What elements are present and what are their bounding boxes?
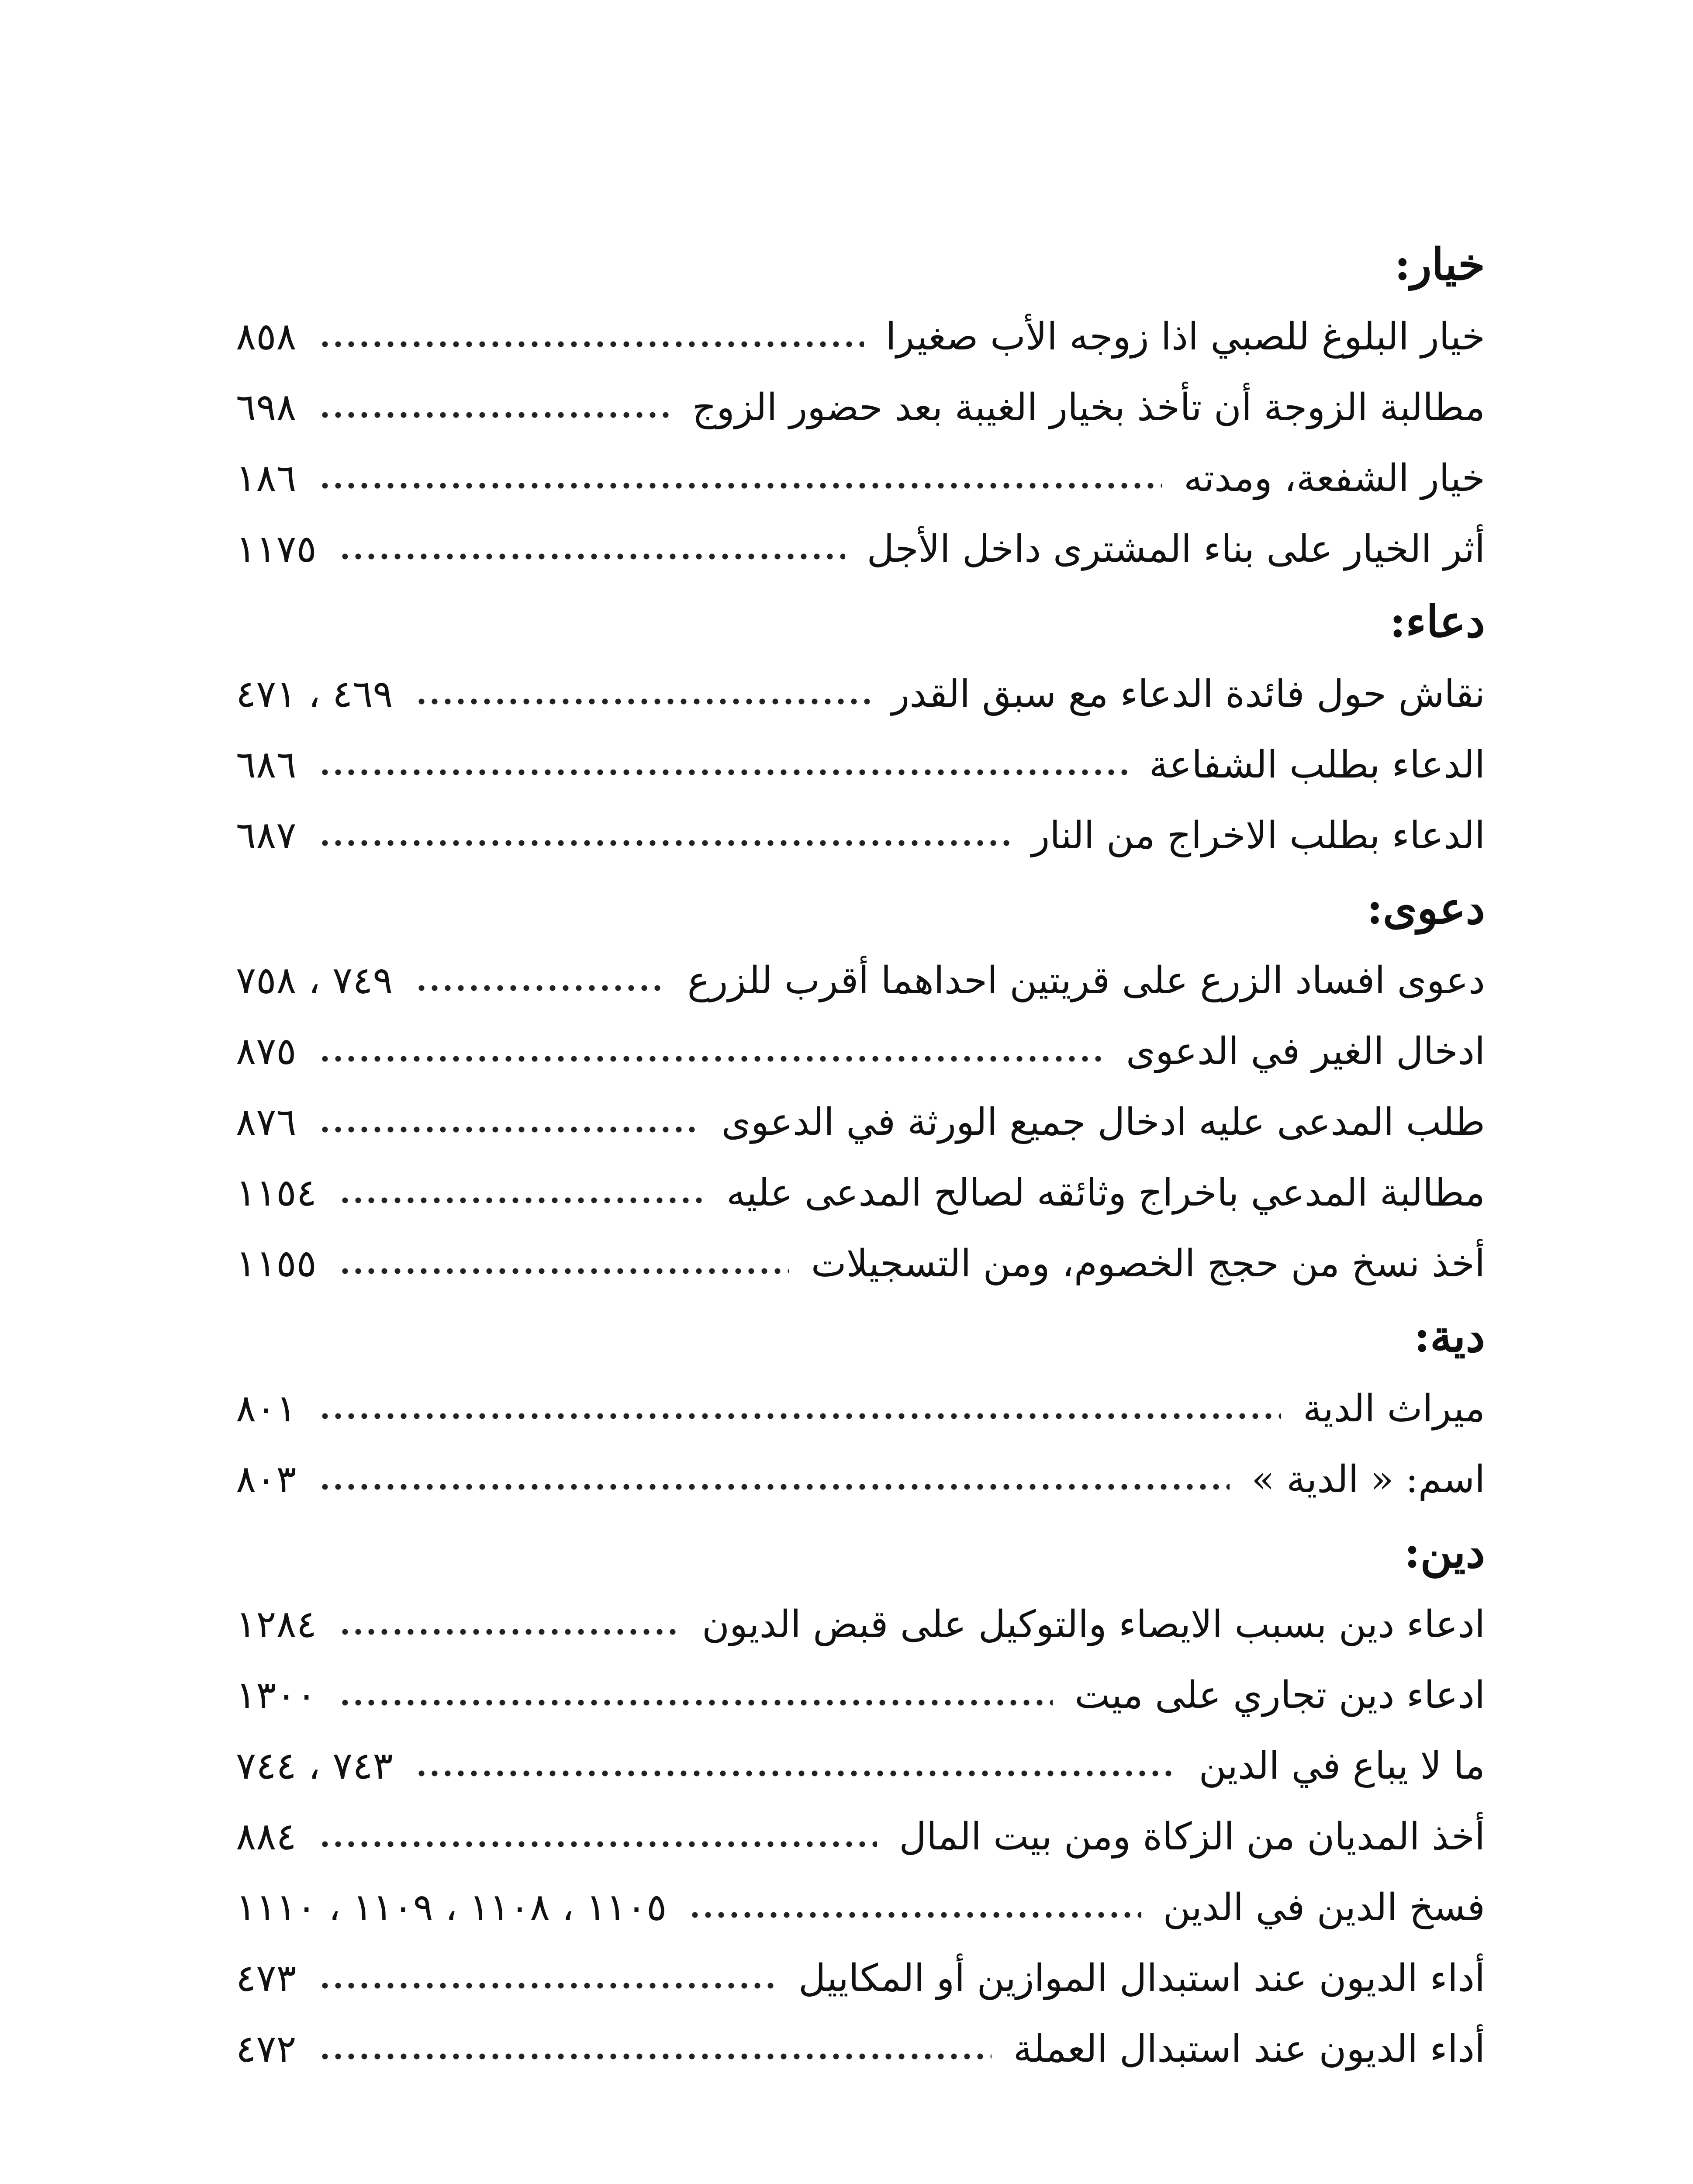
entry-text: ميراث الدية: [1303, 1387, 1485, 1431]
dot-leader: [415, 1765, 1177, 1782]
entry-pages: ٤٧٢: [236, 2027, 297, 2071]
dot-leader: [318, 1407, 1281, 1425]
entry-text: دعوى افساد الزرع على قريتين احداهما أقرب للزرع: [687, 959, 1485, 1002]
entry-text: أخذ المديان من الزكاة ومن بيت المال: [899, 1815, 1485, 1859]
dot-leader: [318, 335, 864, 353]
entry-text: أداء الديون عند استبدال الموازين أو المكاييل: [798, 1956, 1485, 2000]
dot-leader: [318, 1835, 878, 1853]
dot-leader: [318, 1977, 777, 1994]
section-heading: دين:: [1404, 1526, 1485, 1578]
index-entry: [236, 1731, 1485, 1801]
dot-leader: [318, 834, 1010, 852]
entry-pages: ١٢٨٤: [236, 1603, 317, 1646]
entry-pages: ٤٧٣: [236, 1956, 297, 2000]
section-heading: دعاء:: [1389, 596, 1485, 647]
entry-text: مطالبة المدعي باخراج وثائقه لصالح المدعى عليه: [726, 1171, 1485, 1215]
section-heading: دية:: [1414, 1310, 1485, 1362]
entry-pages: ٨٥٨: [236, 315, 297, 359]
index-entry: [236, 1087, 1485, 1158]
dot-leader: [339, 1694, 1053, 1711]
dot-leader: [318, 1121, 700, 1138]
entry-text: أخذ نسخ من حجج الخصوم، ومن التسجيلات: [811, 1242, 1485, 1286]
index-entry: [236, 659, 1485, 729]
index-section-duaa: [236, 584, 1485, 871]
index-entry: [236, 945, 1485, 1016]
entry-text: الدعاء بطلب الاخراج من النار: [1031, 814, 1485, 857]
index-entry: [236, 443, 1485, 514]
entry-pages: ٨٧٦: [236, 1100, 297, 1144]
section-heading: خيار:: [1394, 238, 1485, 290]
dot-leader: [318, 764, 1127, 781]
dot-leader: [318, 477, 1162, 494]
index-entry: [236, 1228, 1485, 1299]
index-entry: [236, 1872, 1485, 1943]
entry-text: أثر الخيار على بناء المشترى داخل الأجل: [867, 527, 1485, 571]
index-section-dayn: [236, 1515, 1485, 2084]
index-entry: [236, 1158, 1485, 1228]
index-entry: [236, 2014, 1485, 2084]
index-section-diya: [236, 1299, 1485, 1515]
index-entry: [236, 1943, 1485, 2014]
entry-pages: ٨٨٤: [236, 1815, 297, 1859]
index-content: [236, 227, 1485, 2084]
dot-leader: [339, 1623, 680, 1641]
entry-text: أداء الديون عند استبدال العملة: [1013, 2027, 1485, 2071]
entry-text: نقاش حول فائدة الدعاء مع سبق القدر: [891, 672, 1485, 716]
entry-pages: ٨٠٣: [236, 1458, 297, 1501]
entry-text: ادخال الغير في الدعوى: [1126, 1030, 1485, 1073]
entry-pages: ٨٠١: [236, 1387, 297, 1431]
dot-leader: [318, 1478, 1230, 1496]
section-heading: دعوى:: [1366, 882, 1485, 934]
index-entry: [236, 1016, 1485, 1087]
dot-leader: [415, 693, 870, 710]
entry-pages: ٧٤٣ ، ٧٤٤: [236, 1744, 393, 1788]
entry-text: خيار البلوغ للصبي اذا زوجه الأب صغيرا: [885, 315, 1485, 359]
index-entry: [236, 301, 1485, 372]
entry-pages: ٦٩٨: [236, 386, 297, 429]
dot-leader: [339, 548, 845, 565]
index-entry: [236, 372, 1485, 443]
index-entry: [236, 1589, 1485, 1660]
index-entry: [236, 1444, 1485, 1515]
entry-pages: ٤٦٩ ، ٤٧١: [236, 672, 393, 716]
entry-text: ما لا يباع في الدين: [1199, 1744, 1485, 1788]
entry-text: ادعاء دين بسبب الايصاء والتوكيل على قبض الديون: [701, 1603, 1485, 1646]
dot-leader: [318, 406, 670, 424]
entry-pages: ٦٨٧: [236, 814, 297, 857]
dot-leader: [339, 1192, 705, 1209]
entry-text: ادعاء دين تجاري على ميت: [1075, 1673, 1485, 1717]
entry-text: خيار الشفعة، ومدته: [1184, 456, 1485, 500]
entry-pages: ٨٧٥: [236, 1030, 297, 1073]
entry-pages: ١٨٦: [236, 456, 297, 500]
entry-text: اسم: « الدية »: [1251, 1458, 1485, 1501]
index-section-khiyar: [236, 227, 1485, 584]
dot-leader: [415, 979, 666, 997]
entry-text: الدعاء بطلب الشفاعة: [1149, 743, 1485, 787]
entry-pages: ٦٨٦: [236, 743, 297, 787]
entry-text: فسخ الدين في الدين: [1163, 1886, 1485, 1929]
entry-pages: ١١٥٤: [236, 1171, 317, 1215]
dot-leader: [318, 1050, 1104, 1068]
entry-pages: ٧٤٩ ، ٧٥٨: [236, 959, 393, 1002]
entry-pages: ١١٠٥ ، ١١٠٨ ، ١١٠٩ ، ١١١٠: [236, 1886, 667, 1929]
index-entry: [236, 514, 1485, 584]
entry-pages: ١١٥٥: [236, 1242, 317, 1286]
index-entry: [236, 1801, 1485, 1872]
index-entry: [236, 1373, 1485, 1444]
index-section-daawa: [236, 871, 1485, 1299]
entry-text: طلب المدعى عليه ادخال جميع الورثة في الدعوى: [721, 1100, 1485, 1144]
entry-text: مطالبة الزوجة أن تأخذ بخيار الغيبة بعد حضور الزوج: [692, 386, 1485, 429]
index-entry: [236, 729, 1485, 800]
index-entry: [236, 1660, 1485, 1731]
entry-pages: ١٣٠٠: [236, 1673, 317, 1717]
dot-leader: [339, 1262, 789, 1280]
entry-pages: ١١٧٥: [236, 527, 317, 571]
dot-leader: [318, 2048, 992, 2065]
index-entry: [236, 800, 1485, 871]
dot-leader: [688, 1906, 1141, 1924]
